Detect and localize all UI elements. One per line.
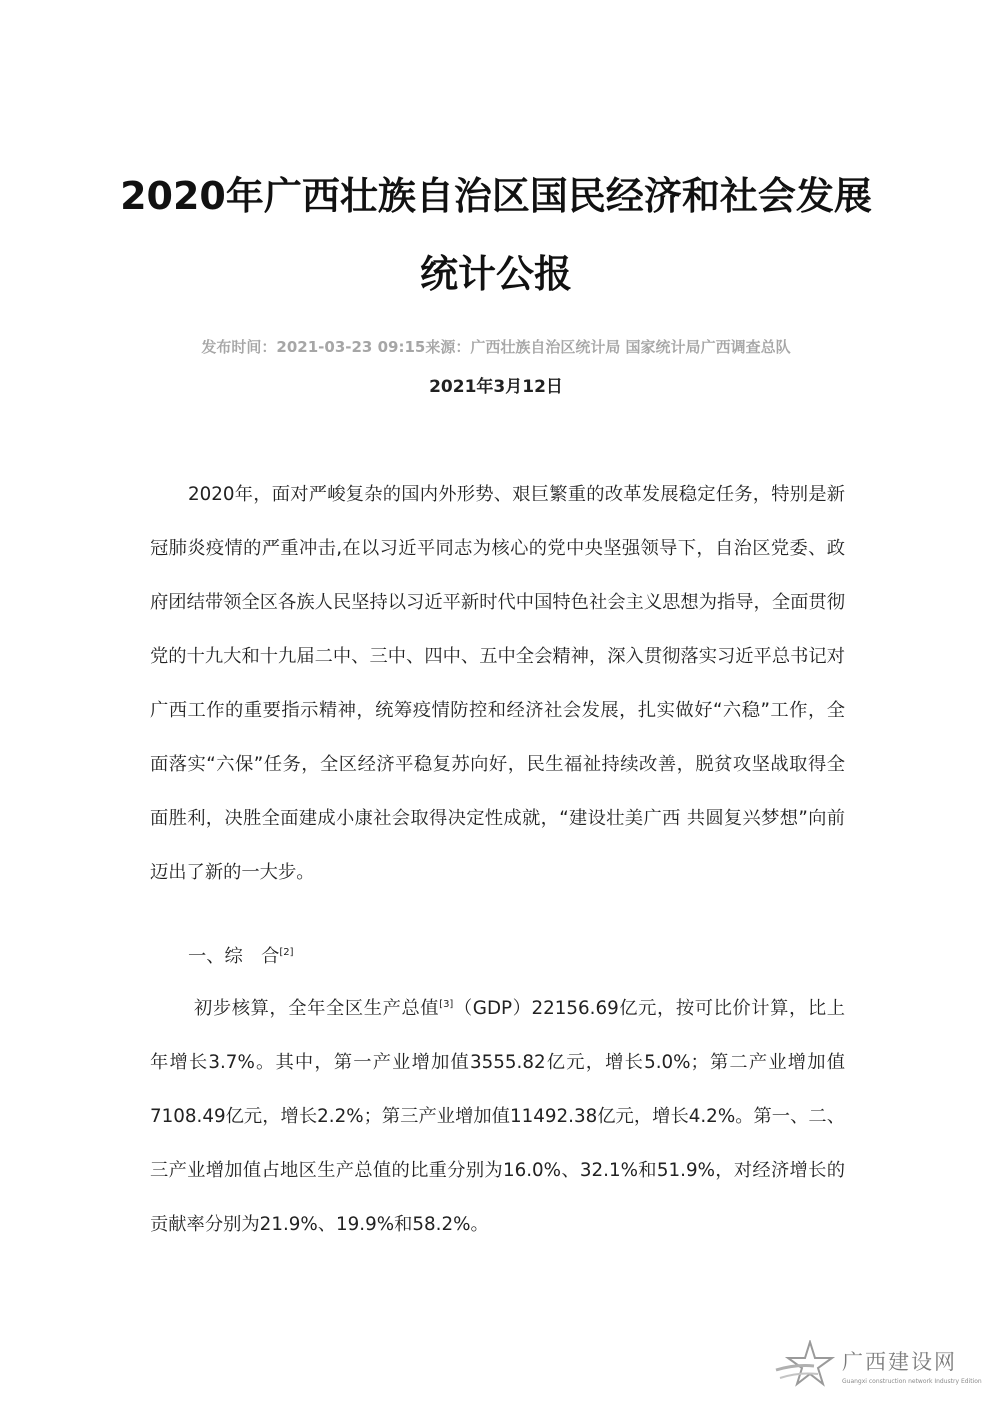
section-heading-text: 一、综 合 <box>188 946 280 967</box>
document-title: 2020年广西壮族自治区国民经济和社会发展统计公报 <box>120 174 872 296</box>
watermark-title: 广西建设网 <box>842 1349 957 1374</box>
gdp-paragraph <box>150 982 845 1252</box>
star-logo-icon <box>774 1340 838 1390</box>
section-heading-overview <box>188 942 294 972</box>
intro-paragraph: 2020年，面对严峻复杂的国内外形势、艰巨繁重的改革发展稳定任务，特别是新冠肺炎疫情的严重冲击,在以习近平同志为核心的党中央坚强领导下，自治区党委、政府团结带领全区各族人民坚持以习近平新时代中国特色社会主义思想为指导，全面贯彻党的十九大和十九届二中、三中、四中、五中全会精神，深入贯彻落实习近平总书记对广西工作的重要指示精神，统筹疫情防控和经济社会发展，扎实做好“六稳”工作，全面落实“六保”任务，全区经济平稳复苏向好，民生福祉持续改善，脱贫攻坚战取得全面胜利，决胜全面建成小康社会取得决定性成就，“建设壮美广西 共圆复兴梦想”向前迈出了新的一大步。 <box>150 484 845 883</box>
report-date: 2021年3月12日 <box>429 377 563 397</box>
site-watermark <box>774 1337 984 1393</box>
gdp-paragraph-rest: （GDP）22156.69亿元，按可比价计算，比上年增长3.7%。其中，第一产业增加值3555.82亿元，增长5.0%；第二产业增加值7108.49亿元，增长2.2%；第三产业增加值11492.38亿元，增长4.2%。第一、二、三产业增加值占地区生产总值的比重分别为16.0%、32.1%和51.9%，对经济增长的贡献率分别为21.9%、19.9%和58.2%。 <box>150 998 846 1235</box>
footnote-ref[interactable]: [3] <box>439 998 454 1010</box>
publish-meta: 发布时间：2021-03-23 09:15来源：广西壮族自治区统计局 国家统计局广西调查总队 <box>201 338 791 356</box>
gdp-paragraph-start: 初步核算，全年全区生产总值 <box>194 998 440 1019</box>
footnote-ref[interactable]: [2] <box>279 946 294 958</box>
watermark-subtitle: Guangxi construction network Industry Edition <box>842 1377 982 1385</box>
